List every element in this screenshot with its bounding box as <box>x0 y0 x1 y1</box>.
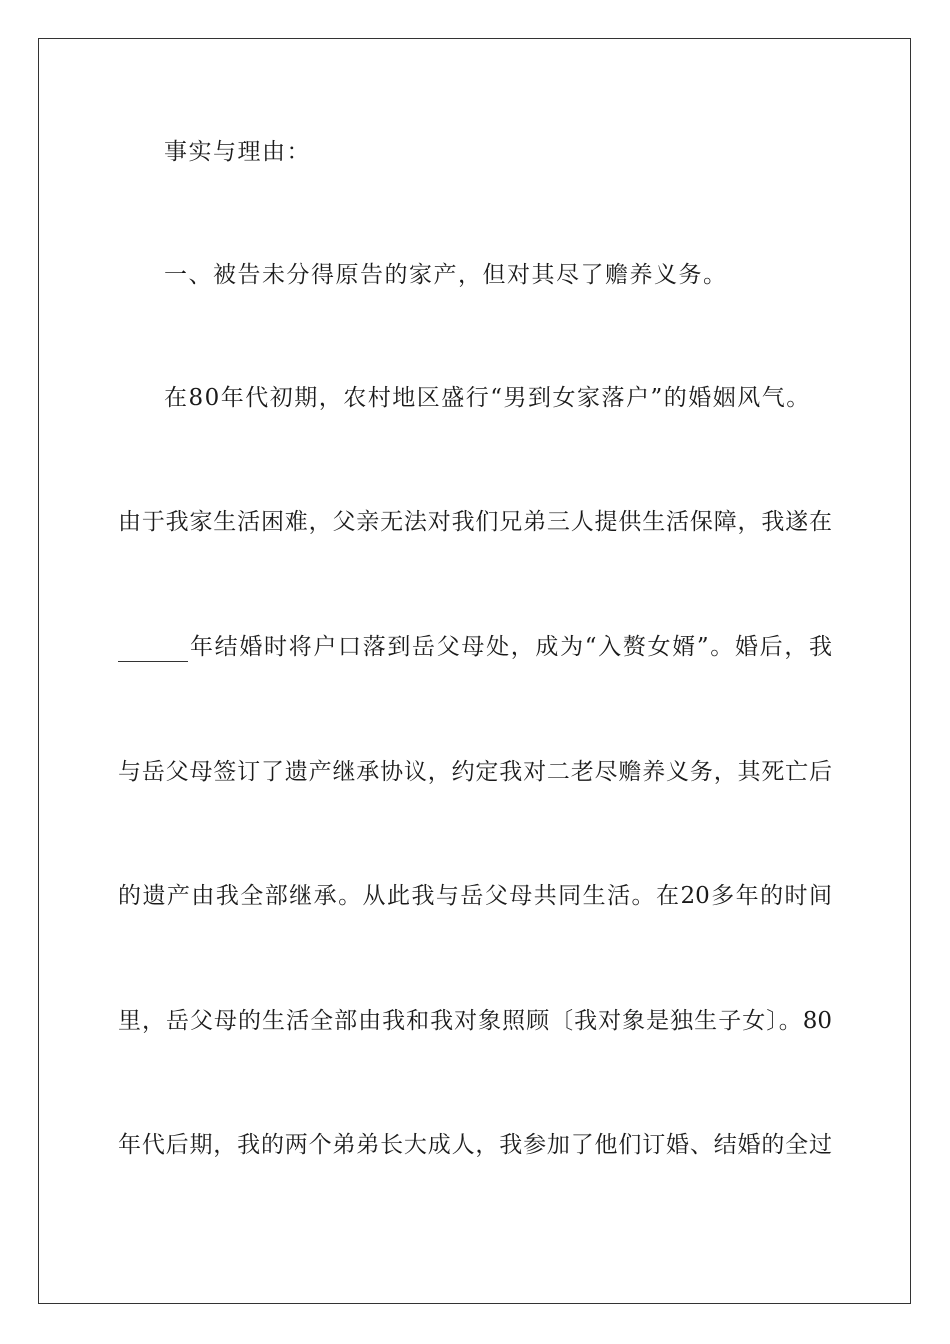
paragraph-line-2: 由于我家生活困难，父亲无法对我们兄弟三人提供生活保障，我遂在 <box>118 509 832 535</box>
section-heading: 事实与理由： <box>164 139 311 165</box>
fill-in-blank <box>118 639 188 662</box>
paragraph-line-3-text: 年结婚时将户口落到岳父母处，成为“入赘女婿”。婚后，我 <box>190 634 832 660</box>
point-one-heading: 一、被告未分得原告的家产，但对其尽了赡养义务。 <box>164 262 728 288</box>
page-border <box>38 38 911 1304</box>
paragraph-line-1: 在80年代初期，农村地区盛行“男到女家落户”的婚姻风气。 <box>164 385 811 411</box>
paragraph-line-5: 的遗产由我全部继承。从此我与岳父母共同生活。在20多年的时间 <box>118 883 832 909</box>
paragraph-line-4: 与岳父母签订了遗产继承协议，约定我对二老尽赡养义务，其死亡后 <box>118 759 832 785</box>
paragraph-line-3 <box>118 632 832 662</box>
paragraph-line-6: 里，岳父母的生活全部由我和我对象照顾〔我对象是独生子女〕。80 <box>118 1008 832 1034</box>
paragraph-line-7: 年代后期，我的两个弟弟长大成人，我参加了他们订婚、结婚的全过 <box>118 1132 832 1158</box>
